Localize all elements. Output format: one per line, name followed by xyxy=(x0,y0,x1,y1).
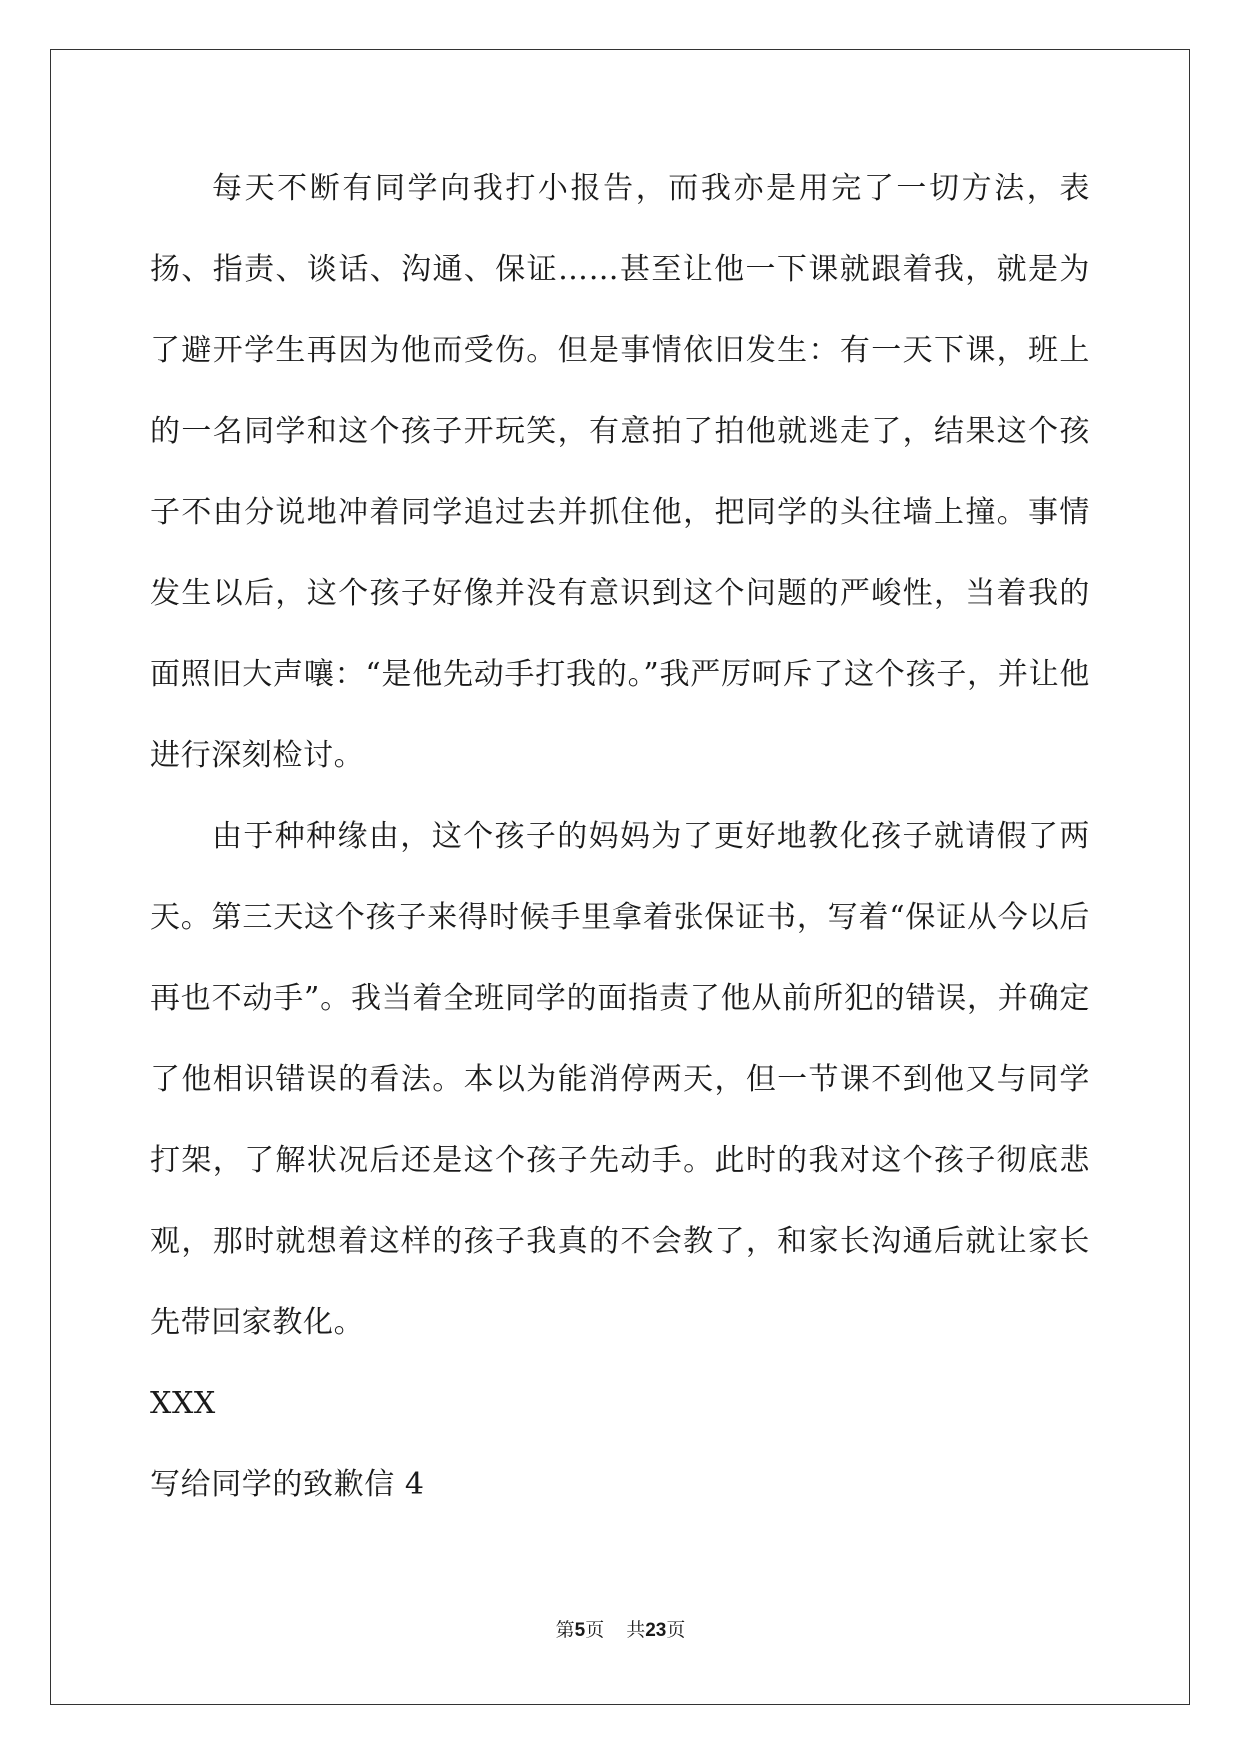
signature: XXX xyxy=(150,1386,216,1421)
page-prefix: 第 xyxy=(555,1619,575,1641)
page-footer xyxy=(0,1618,1241,1643)
body-paragraph-1: 每天不断有同学向我打小报告，而我亦是用完了一切方法，表扬、指责、谈话、沟通、保证……甚至让他一下课就跟着我，就是为了避开学生再因为他而受伤。但是事情依旧发生：有一天下课，班上的一名同学和这个孩子开玩笑，有意拍了拍他就逃走了，结果这个孩子不由分说地冲着同学追过去并抓住他，把同学的头往墙上撞。事情发生以后，这个孩子好像并没有意识到这个问题的严峻性，当着我的面照旧大声嚷：“是他先动手打我的。”我严厉呵斥了这个孩子，并让他进行深刻检讨。 xyxy=(150,171,1090,773)
page-number: 5 xyxy=(574,1620,586,1641)
next-section-heading: 写给同学的致歉信 4 xyxy=(150,1467,425,1502)
total-suffix: 页 xyxy=(666,1619,686,1641)
page-suffix: 页 xyxy=(585,1619,605,1641)
total-prefix: 共 xyxy=(626,1619,646,1641)
body-paragraph-2: 由于种种缘由，这个孩子的妈妈为了更好地教化孩子就请假了两天。第三天这个孩子来得时候手里拿着张保证书，写着“保证从今以后再也不动手”。我当着全班同学的面指责了他从前所犯的错误，并确定了他相识错误的看法。本以为能消停两天，但一节课不到他又与同学打架，了解状况后还是这个孩子先动手。此时的我对这个孩子彻底悲观，那时就想着这样的孩子我真的不会教了，和家长沟通后就让家长先带回家教化。 xyxy=(150,819,1090,1340)
total-pages: 23 xyxy=(645,1620,667,1641)
document-body xyxy=(150,148,1090,1525)
